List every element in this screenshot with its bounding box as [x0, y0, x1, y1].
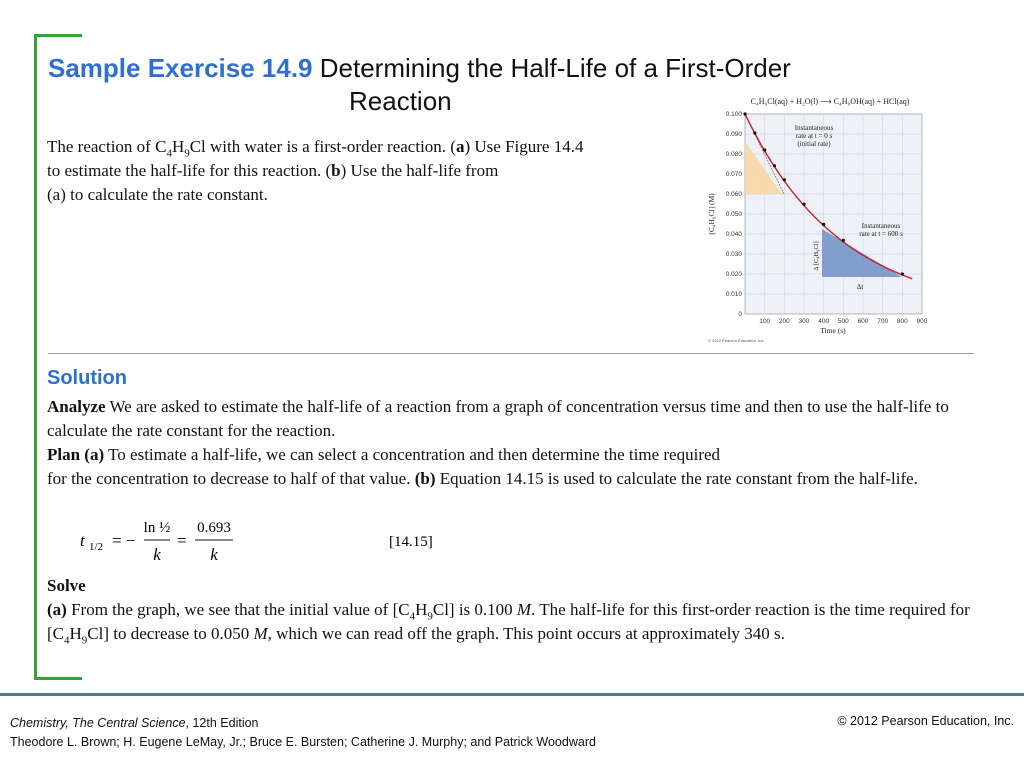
subscript: 4 [64, 634, 70, 647]
data-point [901, 272, 904, 275]
x-tick-label: 700 [877, 318, 889, 325]
footer-divider [0, 693, 1024, 696]
analyze-text: We are asked to estimate the half-life of a reaction from a graph of concentration versus time and then to use the half-life to calculate the rate constant for the reaction. [47, 397, 949, 440]
annotation-line: Instantaneous [794, 124, 834, 132]
annotation-line: (initial rate) [797, 140, 831, 148]
equation-equals-minus: = − [112, 531, 136, 550]
y-tick-label: 0.010 [725, 291, 742, 299]
intro-text: to estimate the half-life for this reaction. ( [47, 161, 332, 180]
intro-text: The reaction of C [47, 137, 167, 156]
solve-text: , which we can read off the graph. This point occurs at approximately 340 s. [267, 624, 785, 643]
intro-text: ) Use Figure 14.4 [464, 137, 584, 156]
book-authors: Theodore L. Brown; H. Eugene LeMay, Jr.; Bruce E. Bursten; Catherine J. Murphy; and Patrick Woodward [10, 735, 596, 749]
plan-paragraph [47, 443, 977, 491]
graph-copyright: © 2012 Pearson Education, Inc. [708, 338, 765, 343]
y-tick-label: 0.020 [725, 271, 742, 279]
solve-text: . The half-life for this first-order reaction is the time required for [C [47, 600, 970, 643]
x-tick-label: 900 [916, 318, 928, 325]
footer-copyright: © 2012 Pearson Education, Inc. [837, 714, 1014, 728]
solve-text: Cl] is 0.100 [432, 600, 517, 619]
x-tick-label: 800 [896, 318, 908, 325]
x-tick-label: 200 [778, 318, 790, 325]
data-point [743, 112, 746, 115]
solve-section [47, 574, 977, 646]
plan-text: for the concentration to decrease to half of that value. [47, 469, 415, 488]
y-axis-label: [C₄H₉Cl] (M) [707, 193, 716, 235]
x-tick-labels [759, 318, 928, 325]
initial-rate-annotation [795, 124, 834, 148]
footer-citation [10, 714, 596, 752]
y-tick-label: 0.070 [725, 171, 742, 179]
part-a-letter: a [455, 137, 465, 156]
annotation-line: Instantaneous [861, 222, 901, 230]
subscript: 4 [409, 610, 416, 623]
data-point [763, 148, 766, 151]
y-tick-label: 0.030 [725, 251, 742, 259]
data-point [822, 223, 825, 226]
molar-unit: M [516, 600, 532, 619]
solve-text: From the graph, we see that the initial value of [C [66, 600, 410, 619]
data-point [753, 131, 756, 134]
half-life-equation [78, 514, 458, 568]
solve-heading: Solve [47, 576, 86, 595]
equation-numerator-ln-half: ln ½ [143, 520, 171, 536]
solve-a-label: (a) [47, 600, 67, 619]
book-edition: , 12th Edition [185, 716, 259, 730]
subscript: 4 [166, 147, 172, 160]
x-axis-label: Time (s) [820, 326, 846, 335]
y-tick-label: 0.060 [725, 191, 742, 199]
equation-lhs-subscript: 1/2 [89, 541, 104, 553]
intro-text: H [171, 137, 185, 156]
solve-text: Cl] to decrease to 0.050 [87, 624, 254, 643]
intro-text: (a) to calculate the rate constant. [47, 185, 268, 204]
x-tick-label: 300 [798, 318, 810, 325]
x-tick-label: 500 [837, 318, 849, 325]
equation-denominator: k [153, 545, 161, 564]
solve-paragraph [47, 598, 977, 646]
equation-numerator-0693: 0.693 [197, 520, 231, 536]
plan-text: To estimate a half-life, we can select a concentration and then determine the time required [104, 445, 721, 464]
plan-label: Plan (a) [47, 445, 105, 464]
plan-b-label: (b) [414, 469, 436, 488]
y-tick-label: 0.050 [725, 211, 742, 219]
subscript: 9 [81, 634, 88, 647]
delta-conc-label: Δ [C₄H₉Cl] [813, 241, 820, 271]
x-tick-label: 100 [759, 318, 771, 325]
solution-heading: Solution [47, 367, 127, 389]
solve-text: H [415, 600, 428, 619]
part-b-letter: b [331, 161, 341, 180]
plan-text: Equation 14.15 is used to calculate the rate constant from the half-life. [435, 469, 918, 488]
title-text-line2: Reaction [349, 86, 452, 116]
graph-reaction-equation: C₄H₉Cl(aq) + H₂O(l) ⟶ C₄H₉OH(aq) + HCl(aq) [750, 97, 910, 106]
x-tick-label: 400 [818, 318, 830, 325]
y-tick-label: 0.040 [725, 231, 742, 239]
subscript: 9 [184, 147, 190, 160]
equation-denominator: k [210, 545, 218, 564]
x-tick-label: 600 [857, 318, 869, 325]
data-point [773, 164, 776, 167]
y-tick-label: 0.090 [725, 131, 742, 139]
equation-lhs: t [80, 531, 85, 550]
equation-number: [14.15] [389, 534, 433, 550]
data-point [842, 239, 845, 242]
delta-t-label: Δt [856, 283, 864, 291]
section-divider [48, 353, 974, 354]
data-point [783, 178, 786, 181]
solution-body [47, 395, 977, 491]
book-title: Chemistry, The Central Science [10, 716, 186, 730]
analyze-paragraph [47, 395, 977, 443]
intro-text: ) Use the half-life from [340, 161, 499, 180]
subscript: 9 [427, 610, 433, 623]
concentration-time-graph [700, 96, 940, 346]
y-tick-labels [726, 111, 743, 318]
analyze-label: Analyze [47, 397, 106, 416]
problem-statement [47, 135, 687, 207]
y-tick-label: 0 [738, 311, 742, 319]
annotation-line: rate at t = 0 s [795, 132, 833, 140]
rate-600s-annotation [859, 222, 903, 238]
exercise-label: Sample Exercise 14.9 [48, 53, 313, 83]
y-tick-label: 0.080 [725, 151, 742, 159]
annotation-line: rate at t = 600 s [859, 230, 903, 238]
molar-unit: M [253, 624, 268, 643]
y-tick-label: 0.100 [725, 111, 742, 119]
equation-equals: = [177, 531, 187, 550]
intro-text: Cl with water is a first-order reaction. ( [189, 137, 456, 156]
data-point [802, 203, 805, 206]
title-text-line1: Determining the Half-Life of a First-Order [319, 53, 791, 83]
solve-text: H [69, 624, 82, 643]
